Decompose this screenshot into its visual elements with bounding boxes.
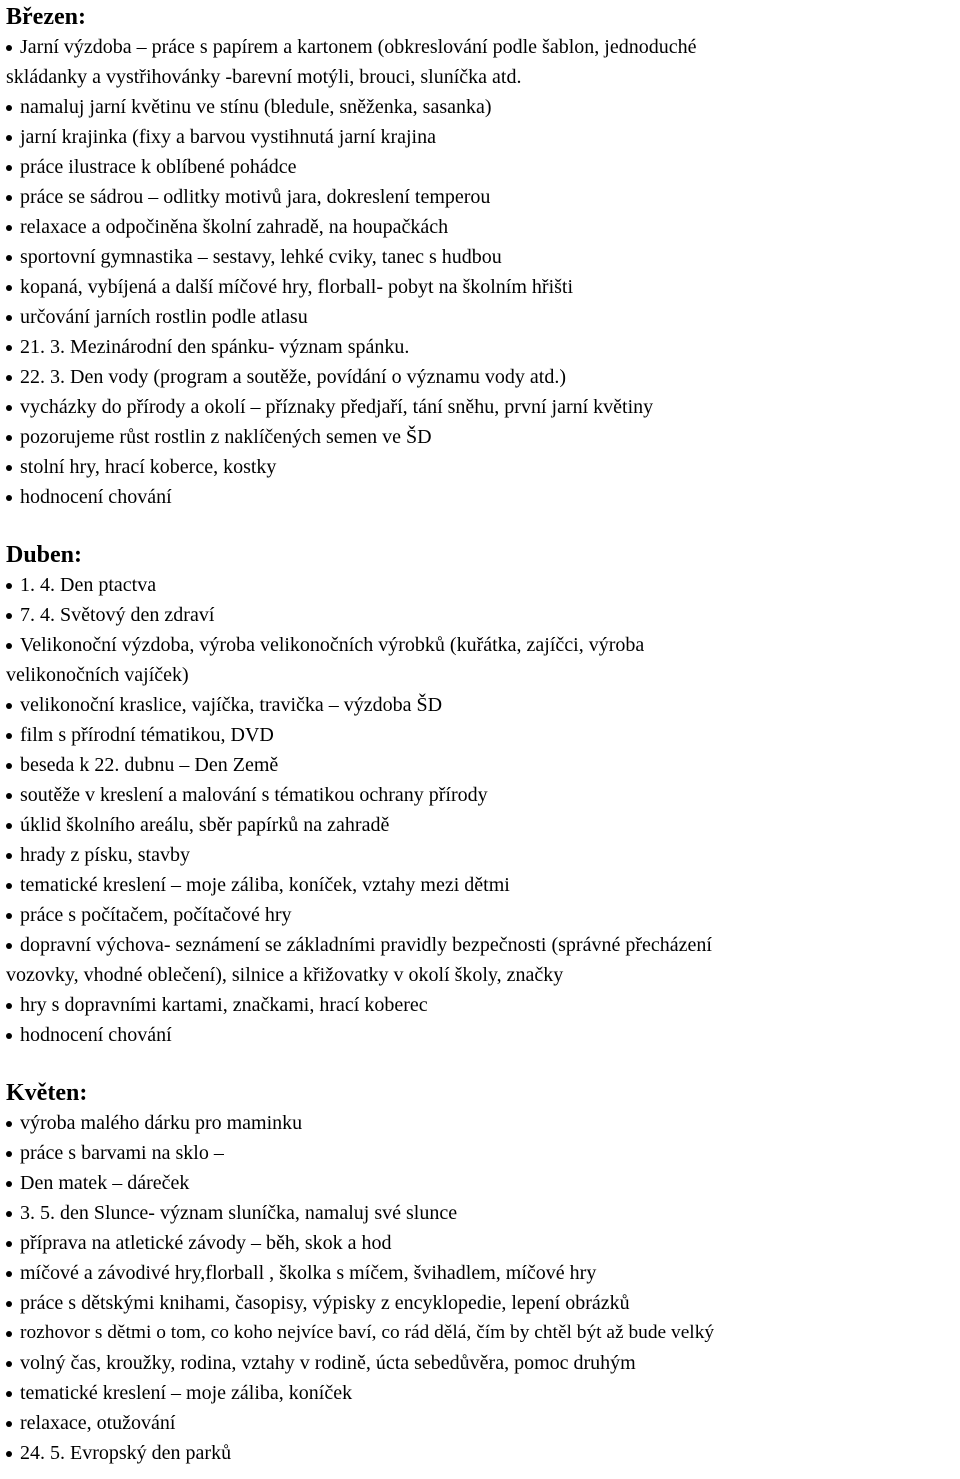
- list-item: beseda k 22. dubnu – Den Země: [0, 750, 960, 780]
- list-item: [0, 630, 960, 690]
- list-item: 7. 4. Světový den zdraví: [0, 600, 960, 630]
- list-item: [0, 930, 960, 990]
- list-item: 22. 3. Den vody (program a soutěže, povídání o významu vody atd.): [0, 362, 960, 392]
- list-item: namaluj jarní květinu ve stínu (bledule, sněženka, sasanka): [0, 92, 960, 122]
- list-item: 24. 5. Evropský den parků: [0, 1438, 960, 1468]
- list-item: práce s barvami na sklo –: [0, 1138, 960, 1168]
- list-item: film s přírodní tématikou, DVD: [0, 720, 960, 750]
- list-item: sportovní gymnastika – sestavy, lehké cviky, tanec s hudbou: [0, 242, 960, 272]
- list-item: práce ilustrace k oblíbené pohádce: [0, 152, 960, 182]
- section-title-kveten: Květen:: [6, 1080, 88, 1106]
- list-item: hrady z písku, stavby: [0, 840, 960, 870]
- item-text: Velikonoční výzdoba, výroba velikonočních výrobků (kuřátka, zajíčci, výroba: [20, 634, 645, 656]
- list-item: pozorujeme růst rostlin z naklíčených semen ve ŠD: [0, 422, 960, 452]
- list-item: Den matek – dáreček: [0, 1168, 960, 1198]
- list-item: relaxace a odpočiněna školní zahradě, na houpačkách: [0, 212, 960, 242]
- list-item: 21. 3. Mezinárodní den spánku- význam spánku.: [0, 332, 960, 362]
- list-item: práce s počítačem, počítačové hry: [0, 900, 960, 930]
- item-text-continuation: vozovky, vhodné oblečení), silnice a křižovatky v okolí školy, značky: [6, 964, 564, 986]
- section-title-duben: Duben:: [6, 542, 83, 568]
- list-item: úklid školního areálu, sběr papírků na zahradě: [0, 810, 960, 840]
- list-item: [0, 32, 960, 92]
- item-text: Jarní výzdoba – práce s papírem a kartonem (obkreslování podle šablon, jednoduché: [20, 36, 697, 58]
- list-item: hry s dopravními kartami, značkami, hrací koberec: [0, 990, 960, 1020]
- list-kveten: [0, 1108, 960, 1468]
- list-item: rozhovor s dětmi o tom, co koho nejvíce baví, co rád dělá, čím by chtěl být až bude velký: [0, 1318, 960, 1348]
- list-item: 1. 4. Den ptactva: [0, 570, 960, 600]
- list-duben: [0, 570, 960, 1050]
- list-item: velikonoční kraslice, vajíčka, travička – výzdoba ŠD: [0, 690, 960, 720]
- list-item: relaxace, otužování: [0, 1408, 960, 1438]
- list-item: příprava na atletické závody – běh, skok a hod: [0, 1228, 960, 1258]
- list-item: míčové a závodivé hry,florball , školka s míčem, švihadlem, míčové hry: [0, 1258, 960, 1288]
- section-title-brezen: Březen:: [6, 4, 86, 30]
- list-item: 3. 5. den Slunce- význam sluníčka, namaluj své slunce: [0, 1198, 960, 1228]
- list-item: volný čas, kroužky, rodina, vztahy v rodině, úcta sebedůvěra, pomoc druhým: [0, 1348, 960, 1378]
- list-item: práce se sádrou – odlitky motivů jara, dokreslení temperou: [0, 182, 960, 212]
- list-item: hodnocení chování: [0, 482, 960, 512]
- list-item: výroba malého dárku pro maminku: [0, 1108, 960, 1138]
- item-text-continuation: skládanky a vystřihovánky -barevní motýli, brouci, sluníčka atd.: [6, 66, 522, 88]
- list-item: jarní krajinka (fixy a barvou vystihnutá jarní krajina: [0, 122, 960, 152]
- list-item: tematické kreslení – moje záliba, koníček: [0, 1378, 960, 1408]
- list-item: soutěže v kreslení a malování s tématikou ochrany přírody: [0, 780, 960, 810]
- list-brezen: [0, 32, 960, 512]
- list-item: kopaná, vybíjená a další míčové hry, florball- pobyt na školním hřišti: [0, 272, 960, 302]
- list-item: stolní hry, hrací koberce, kostky: [0, 452, 960, 482]
- item-text: dopravní výchova- seznámení se základními pravidly bezpečnosti (správné přecházení: [20, 934, 712, 956]
- list-item: tematické kreslení – moje záliba, koníček, vztahy mezi dětmi: [0, 870, 960, 900]
- item-text-continuation: velikonočních vajíček): [6, 664, 189, 686]
- list-item: práce s dětskými knihami, časopisy, výpisky z encyklopedie, lepení obrázků: [0, 1288, 960, 1318]
- list-item: hodnocení chování: [0, 1020, 960, 1050]
- list-item: určování jarních rostlin podle atlasu: [0, 302, 960, 332]
- list-item: vycházky do přírody a okolí – příznaky předjaří, tání sněhu, první jarní květiny: [0, 392, 960, 422]
